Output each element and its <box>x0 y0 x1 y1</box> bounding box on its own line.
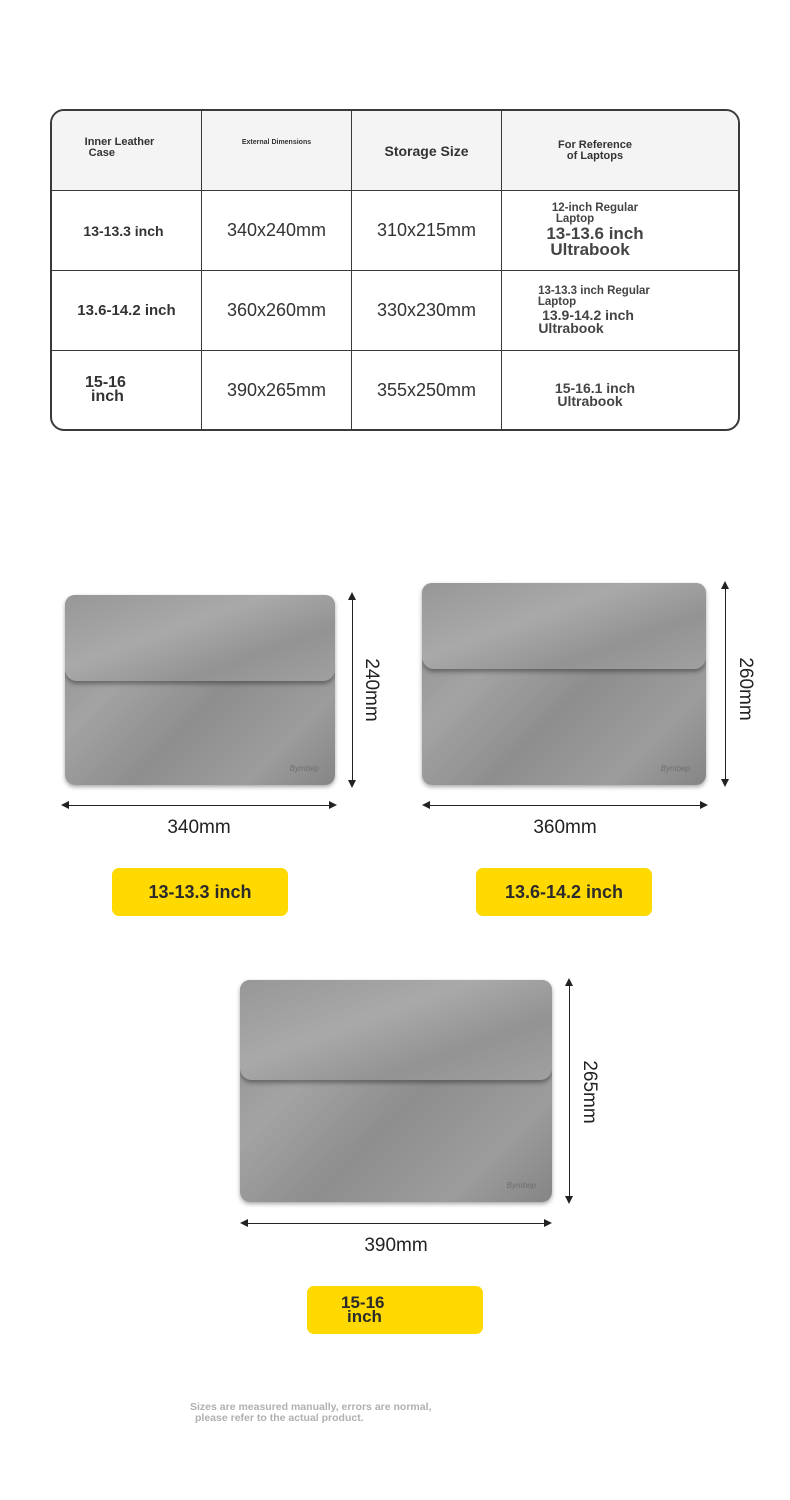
sleeve-medium-badge-text: 13.6-14.2 inch <box>504 881 624 902</box>
sleeve-small-size-badge <box>112 868 288 916</box>
sleeve-medium-size-badge <box>476 868 652 916</box>
row-2-name: 13.6-14.2 inch <box>77 302 176 319</box>
row-2-ref-line-4: Ultrabook <box>538 320 604 336</box>
row-3-size-name <box>52 351 202 429</box>
row-3-external: 390x265mm <box>226 379 327 400</box>
row-1-external: 340x240mm <box>226 220 327 240</box>
row-2-size-name <box>52 271 202 351</box>
sleeve-medium-height-label: 260mm <box>735 657 756 721</box>
header-inner-case-line-1: Inner Leather <box>84 135 155 148</box>
sleeve-small-width-arrow <box>63 805 335 806</box>
sleeve-small-badge-text: 13-13.3 inch <box>148 881 252 902</box>
measurement-note-line-2: please refer to the actual product. <box>195 1411 364 1424</box>
row-2-external-cell <box>202 271 352 351</box>
sleeve-small-brand: Bymbep <box>289 764 319 773</box>
row-1-external-cell <box>202 191 352 271</box>
row-1-ref-line-3: 13-13.6 inch <box>546 223 644 243</box>
sleeve-large-flap <box>240 980 552 1080</box>
sleeve-large-image <box>240 980 552 1202</box>
header-reference-line-1: For Reference <box>558 138 632 151</box>
row-1-ref-line-1: 12-inch Regular <box>551 201 639 214</box>
sleeve-large-height-label: 265mm <box>579 1060 600 1124</box>
row-1-size-name <box>52 191 202 271</box>
row-2-external: 360x260mm <box>226 300 327 320</box>
sleeve-small-flap <box>65 595 335 681</box>
row-1-storage-cell <box>352 191 502 271</box>
header-reference-line-2: of Laptops <box>566 149 624 162</box>
sleeve-large-brand: Bymbep <box>506 1181 536 1190</box>
measurement-note-line-1: Sizes are measured manually, errors are normal, <box>190 1401 432 1413</box>
row-3-name-line-1: 15-16 <box>85 373 126 391</box>
row-2-reference-cell <box>502 271 738 351</box>
row-3-name-line-2: inch <box>91 388 124 405</box>
sleeve-large-width-label: 390mm <box>364 1235 428 1256</box>
header-laptop-reference <box>502 111 738 191</box>
row-1-ref-line-4: Ultrabook <box>550 240 630 259</box>
header-external-dimensions <box>202 111 352 191</box>
row-2-ref-line-1: 13-13.3 inch Regular <box>538 284 650 297</box>
row-2-ref-line-3: 13.9-14.2 inch <box>542 306 634 323</box>
sleeve-small-height-label: 240mm <box>361 658 382 722</box>
sleeve-medium-flap <box>422 583 706 669</box>
row-1-reference-cell <box>502 191 738 271</box>
sleeve-large-badge-line-1: 15-16 <box>341 1292 385 1312</box>
sleeve-medium-width-label: 360mm <box>533 817 597 838</box>
header-inner-case <box>52 111 202 191</box>
row-2-ref-line-2: Laptop <box>537 296 577 309</box>
sleeve-medium-width-arrow <box>424 805 706 806</box>
header-storage-label: Storage Size <box>384 142 469 159</box>
row-3-reference-cell <box>502 351 738 429</box>
size-table <box>50 109 740 431</box>
header-external-label: External Dimensions <box>241 139 312 146</box>
sleeve-medium-brand: Bymbep <box>660 764 690 773</box>
row-3-external-cell <box>202 351 352 429</box>
row-3-storage: 355x250mm <box>376 379 477 400</box>
sleeve-large-height-arrow <box>569 980 570 1202</box>
row-3-storage-cell <box>352 351 502 429</box>
measurement-note <box>190 1402 431 1423</box>
sleeve-medium-height-arrow <box>725 583 726 785</box>
sleeve-small-width-label: 340mm <box>167 817 231 838</box>
row-2-storage: 330x230mm <box>376 300 477 320</box>
row-1-ref-line-2: Laptop <box>555 213 595 226</box>
sleeve-large-badge-line-2: inch <box>347 1307 382 1326</box>
header-inner-case-line-2: Case <box>88 146 115 159</box>
row-1-name: 13-13.3 inch <box>83 222 164 239</box>
row-2-storage-cell <box>352 271 502 351</box>
row-3-ref-line-1: 15-16.1 inch <box>554 379 636 396</box>
sleeve-large-width-arrow <box>242 1223 550 1224</box>
sleeve-medium-image <box>422 583 706 785</box>
row-3-ref-line-2: Ultrabook <box>557 393 623 409</box>
sleeve-small-height-arrow <box>352 594 353 786</box>
sleeve-small-image <box>65 595 335 785</box>
row-1-storage: 310x215mm <box>376 220 477 240</box>
header-storage-size <box>352 111 502 191</box>
sleeve-large-size-badge <box>307 1286 483 1334</box>
